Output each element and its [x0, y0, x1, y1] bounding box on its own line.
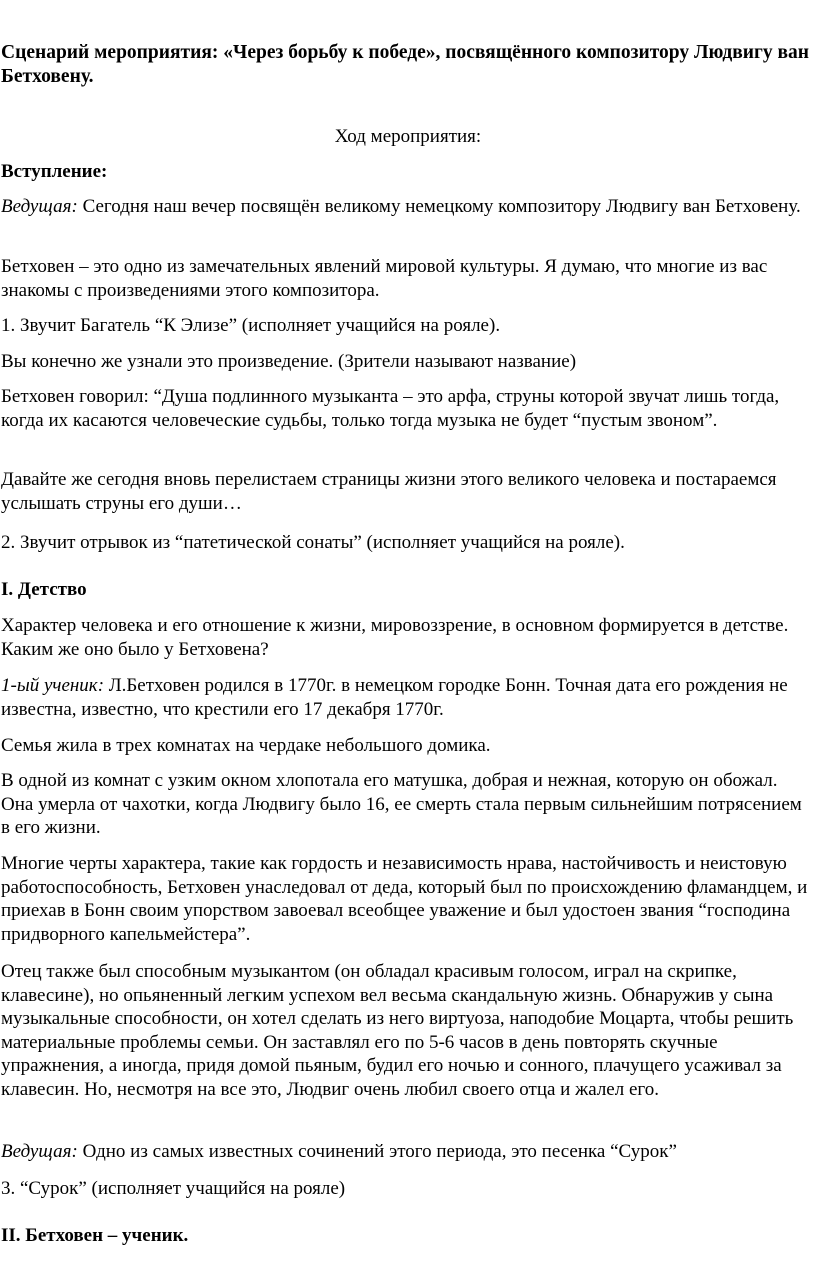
childhood-paragraph-5: Многие черты характера, такие как гордость и независимость нрава, настойчивость и неистовую работоспособность, Бетховен унаследовал от деда, который был по происхождению фламандцем, и приехав в Бонн своим упорством завоевал всеобщее уважение и был удостоен звания “господина придворного капельмейстера”. — [1, 853, 808, 945]
intro-paragraph-7: 2. Звучит отрывок из “патетической сонаты” (исполняет учащийся на рояле). — [1, 532, 625, 553]
speaker-label: Ведущая: — [1, 1141, 78, 1162]
student-heading: II. Бетховен – ученик. — [1, 1225, 189, 1246]
childhood-paragraph-8: 3. “Сурок” (исполняет учащийся на рояле) — [1, 1178, 346, 1199]
childhood-paragraph-2 — [1, 674, 813, 721]
childhood-paragraph-4: В одной из комнат с узким окном хлопотала его матушка, добрая и нежная, которую он обожал. Она умерла от чахотки, когда Людвигу было 16, ее смерть стала первым сильнейшим потрясением в его жизни. — [1, 770, 802, 838]
intro-paragraph-2: Бетховен – это одно из замечательных явлений мировой культуры. Я думаю, что многие из вас знакомы с произведениями этого композитора. — [1, 256, 768, 301]
speaker-label: 1-ый ученик: — [1, 675, 105, 696]
event-subtitle: Ход мероприятия: — [334, 126, 482, 147]
childhood-paragraph-1: Характер человека и его отношение к жизни, мировоззрение, в основном формируется в детстве. Каким же оно было у Бетховена? — [1, 615, 789, 660]
intro-heading: Вступление: — [1, 161, 108, 182]
speaker-label: Ведущая: — [1, 196, 78, 217]
intro-paragraph-6: Давайте же сегодня вновь перелистаем страницы жизни этого великого человека и постараемся услышать струны его души… — [1, 469, 777, 514]
intro-paragraph-5: Бетховен говорил: “Душа подлинного музыканта – это арфа, струны которой звучат лишь тогда, когда их касаются человеческие судьбы, только тогда музыка не будет “пустым звоном”. — [1, 386, 780, 431]
childhood-paragraph-7 — [1, 1140, 813, 1164]
paragraph-text: Сегодня наш вечер посвящён великому немецкому композитору Людвигу ван Бетховену. — [77, 196, 801, 217]
intro-paragraph-3: 1. Звучит Багатель “К Элизе” (исполняет учащийся на рояле). — [1, 315, 501, 336]
intro-paragraph-1 — [1, 195, 813, 219]
childhood-paragraph-3: Семья жила в трех комнатах на чердаке небольшого домика. — [1, 735, 491, 756]
paragraph-text: Одно из самых известных сочинений этого периода, это песенка “Сурок” — [77, 1141, 677, 1162]
childhood-paragraph-6: Отец также был способным музыкантом (он обладал красивым голосом, играл на скрипке, клавесине), но опьяненный легким успехом вел весьма скандальную жизнь. Обнаружив у сына музыкальные способности, он хотел сделать из него виртуоза, наподобие Моцарта, чтобы решить материальные проблемы семьи. Он заставлял его по 5-6 часов в день повторять скучные упражнения, а иногда, придя домой пьяным, будил его ночью и сонного, плачущего усаживал за клавесин. Но, несмотря на все это, Людвиг очень любил своего отца и жалел его. — [1, 961, 794, 1100]
childhood-heading: I. Детство — [1, 579, 87, 600]
intro-paragraph-4: Вы конечно же узнали это произведение. (Зрители называют название) — [1, 351, 577, 372]
document-title: Сценарий мероприятия: «Через борьбу к победе», посвящённого композитору Людвигу ван Бетховену. — [1, 42, 809, 87]
paragraph-text: Л.Бетховен родился в 1770г. в немецком городке Бонн. Точная дата его рождения не известна, известно, что крестили его 17 декабря 1770г. — [1, 675, 788, 720]
